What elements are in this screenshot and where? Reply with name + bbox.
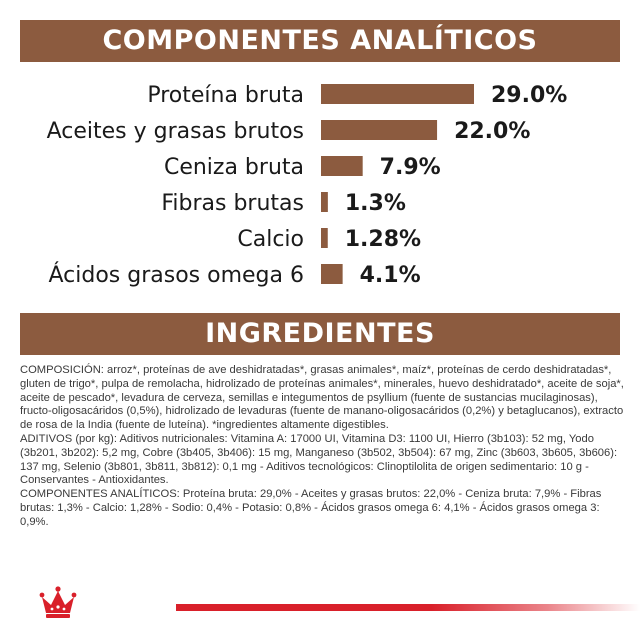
ingredients-text-block xyxy=(20,364,624,530)
crown-icon xyxy=(38,583,162,623)
value-label: 29.0% xyxy=(491,83,568,108)
composition-paragraph: COMPOSICIÓN: arroz*, proteínas de ave deshidratadas*, grasas animales*, maíz*, proteínas de cerdo deshidratadas*, gluten de trigo*, pulpa de remolacha, hidrolizado de proteínas animales*, minerales, huevo deshidratado*, aceite de soja*, aceite de pescado*, levadura de cerveza, semillas e integumentos de psyllium (fuente de sustancias mucilaginosas), fructo-oligosacáridos (0,5%), hidrolizado de levaduras (fuente de manano-oligosacáridos (0,2%) y betaglucanos), extracto de rosa de la India (fuente de luteína). *ingredientes altamente digestibles. xyxy=(20,364,624,432)
category-label: Ceniza bruta xyxy=(163,155,304,180)
additives-paragraph: ADITIVOS (por kg): Aditivos nutricionales: Vitamina A: 17000 UI, Vitamina D3: 1100 UI, Hierro (3b103): 52 mg, Yodo (3b201, 3b202): 5,2 mg, Cobre (3b405, 3b406): 15 mg, Manganeso (3b502, 3b504): 67 mg, Zinc (3b603, 3b605, 3b606): 137 mg, Selenio (3b801, 3b811, 3b812): 0,1 mg - Aditivos tecnológicos: Clinoptilolita de origen sedimentario: 10 g - Conservantes - Antioxidantes. xyxy=(20,432,618,487)
value-label: 1.3% xyxy=(344,191,406,216)
value-label: 1.28% xyxy=(344,227,422,252)
bar xyxy=(321,192,328,212)
analytic-components-banner: COMPONENTES ANALÍTICOS xyxy=(20,20,620,62)
value-label: 4.1% xyxy=(359,263,421,288)
value-label: 22.0% xyxy=(454,119,531,144)
analytic-bar-chart xyxy=(0,70,640,300)
category-label: Proteína bruta xyxy=(147,83,304,108)
bar xyxy=(321,120,437,140)
bar xyxy=(321,228,328,248)
category-label: Fibras brutas xyxy=(161,191,304,216)
value-label: 7.9% xyxy=(379,155,441,180)
category-label: Aceites y grasas brutos xyxy=(46,119,304,144)
bar xyxy=(321,84,474,104)
analytic-components-paragraph: COMPONENTES ANALÍTICOS: Proteína bruta: 29,0% - Aceites y grasas brutos: 22,0% - Ceniza bruta: 7,9% - Fibras brutas: 1,3% - Calcio: 1,28% - Sodio: 0,4% - Potasio: 0,8% - Ácidos grasos omega 6: 4,1% - Ácidos grasos omega 3: 0,9%. xyxy=(20,488,602,528)
brand-stripe xyxy=(176,604,640,611)
category-label: Ácidos grasos omega 6 xyxy=(48,263,304,288)
bar xyxy=(321,156,363,176)
ingredients-banner: INGREDIENTES xyxy=(20,313,620,355)
category-label: Calcio xyxy=(237,227,304,252)
bar xyxy=(321,264,343,284)
